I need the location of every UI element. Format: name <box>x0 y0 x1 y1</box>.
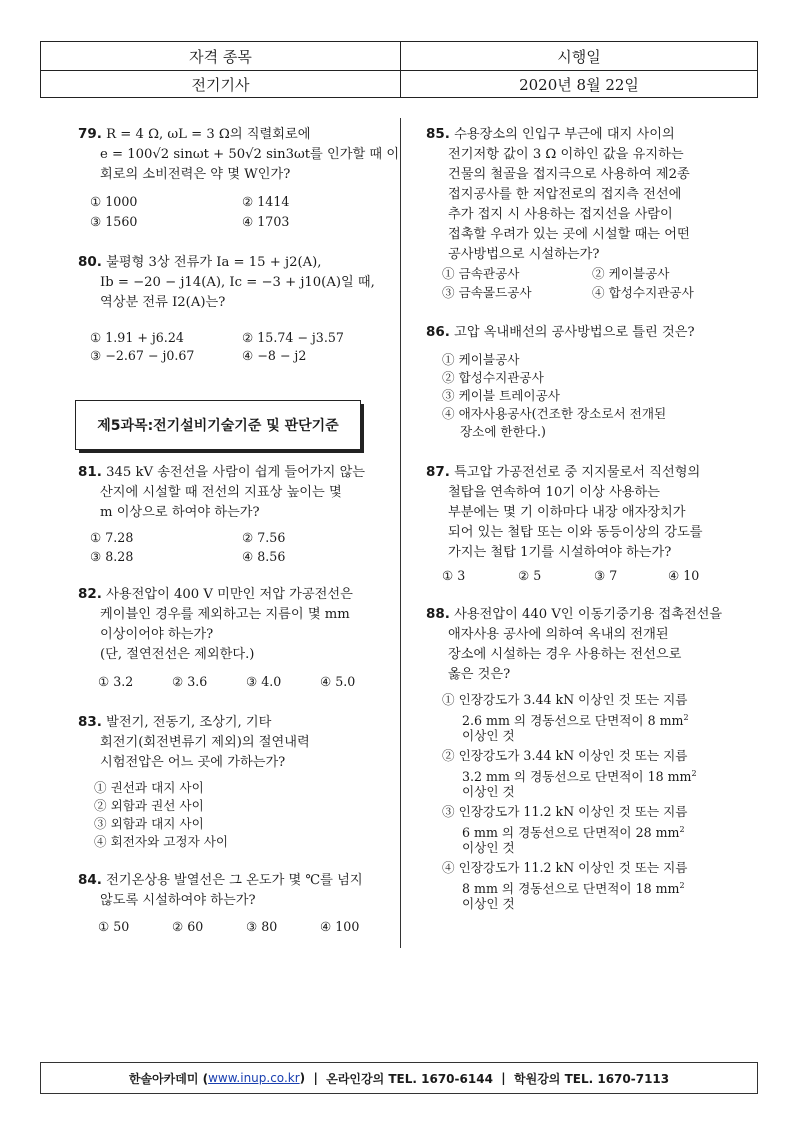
option[interactable]: ① 3 <box>442 568 466 583</box>
question-text: 공사방법으로 시설하는가? <box>448 247 600 262</box>
option[interactable]: ④ −8 − j2 <box>242 348 307 363</box>
option[interactable]: ② 7.56 <box>242 530 286 545</box>
option[interactable]: ④ 100 <box>320 919 360 934</box>
option[interactable]: ② 5 <box>518 568 542 583</box>
question-84 <box>78 870 363 911</box>
option[interactable]: ② 15.74 − j3.57 <box>242 330 344 345</box>
footer-academy: 한솔아카데미 ( <box>128 1071 209 1086</box>
question-text: 건물의 철골을 접지극으로 사용하여 제2종 <box>448 167 690 182</box>
question-81 <box>78 462 365 523</box>
option[interactable]: ③ 케이블 트레이공사 <box>442 388 560 403</box>
option[interactable]: ④ 10 <box>668 568 700 583</box>
question-number: 79. <box>78 126 102 142</box>
option[interactable]: ④ 합성수지관공사 <box>592 285 694 300</box>
option[interactable]: ① 1000 <box>90 194 138 209</box>
option[interactable]: ① 케이블공사 <box>442 352 520 367</box>
option-continuation: 8 mm 의 경동선으로 단면적이 18 $mm^2$ <box>462 881 685 897</box>
option-continuation: 이상인 것 <box>462 784 515 799</box>
question-text: 345 kV 송전선을 사람이 쉽게 들어가지 않는 <box>106 465 366 480</box>
question-number: 84. <box>78 872 102 888</box>
question-text: 불평형 3상 전류가 Ia = 15 + j2(A), <box>106 255 322 270</box>
option[interactable]: ③ 80 <box>246 919 278 934</box>
option[interactable]: ① 권선과 대지 사이 <box>94 780 204 795</box>
question-text: 고압 옥내배선의 공사방법으로 틀린 것은? <box>454 325 695 340</box>
footer-online-tel: 온라인강의 TEL. 1670-6144 <box>326 1071 493 1086</box>
footer-paren: ) <box>299 1071 306 1085</box>
question-text: 이상이어야 하는가? <box>100 627 214 642</box>
option-continuation: 2.6 mm 의 경동선으로 단면적이 8 $mm^2$ <box>462 713 689 729</box>
option[interactable]: ② 합성수지관공사 <box>442 370 544 385</box>
question-text: 발전기, 전동기, 조상기, 기타 <box>106 715 272 730</box>
question-text: 전기저항 값이 3 Ω 이하인 값을 유지하는 <box>448 147 684 162</box>
option[interactable]: ④ 8.56 <box>242 549 286 564</box>
option-continuation: 3.2 mm 의 경동선으로 단면적이 18 $mm^2$ <box>462 769 697 785</box>
header-subject-value: 전기기사 <box>41 70 401 98</box>
question-number: 81. <box>78 464 102 480</box>
question-text: 장소에 시설하는 경우 사용하는 전선으로 <box>448 647 682 662</box>
option-continuation: 이상인 것 <box>462 840 515 855</box>
exam-header-table <box>40 41 758 98</box>
question-text: Ib = −20 − j14(A), Ic = −3 + j10(A)일 때, <box>100 275 375 290</box>
option[interactable]: ③ 7 <box>594 568 618 583</box>
option[interactable]: ① 7.28 <box>90 530 134 545</box>
superscript: 2 <box>683 713 689 722</box>
option[interactable]: ③ 외함과 대지 사이 <box>94 816 204 831</box>
question-number: 85. <box>426 126 450 142</box>
question-text: 수용장소의 인입구 부근에 대지 사이의 <box>454 127 675 142</box>
column-divider <box>400 118 401 948</box>
question-text: 가지는 철탑 1기를 시설하여야 하는가? <box>448 545 672 560</box>
option-continuation: 장소에 한한다.) <box>460 424 546 439</box>
question-text: 접지공사를 한 저압전로의 접지측 전선에 <box>448 187 682 202</box>
question-number: 82. <box>78 586 102 602</box>
question-text: 회로의 소비전력은 약 몇 W인가? <box>100 167 291 182</box>
question-text: 부분에는 몇 기 이하마다 내장 애자장치가 <box>448 505 686 520</box>
header-date-label: 시행일 <box>557 47 601 66</box>
option[interactable]: ① 1.91 + j6.24 <box>90 330 184 345</box>
question-text: 접촉할 우려가 있는 곳에 시설할 때는 어떤 <box>448 227 690 242</box>
question-number: 87. <box>426 464 450 480</box>
option[interactable]: ① 인장강도가 3.44 kN 이상인 것 또는 지름 <box>442 692 688 707</box>
question-text: 특고압 가공전선로 중 지지물로서 직선형의 <box>454 465 701 480</box>
footer-separator: | <box>501 1071 506 1085</box>
question-number: 80. <box>78 254 102 270</box>
question-text: 철탑을 연속하여 10기 이상 사용하는 <box>448 485 660 500</box>
option[interactable]: ② 케이블공사 <box>592 266 670 281</box>
option[interactable]: ③ 금속몰드공사 <box>442 285 532 300</box>
option[interactable]: ③ 4.0 <box>246 674 282 689</box>
option[interactable]: ④ 인장강도가 11.2 kN 이상인 것 또는 지름 <box>442 860 688 875</box>
option[interactable]: ④ 5.0 <box>320 674 356 689</box>
option[interactable]: ① 금속관공사 <box>442 266 520 281</box>
option[interactable]: ① 50 <box>98 919 130 934</box>
question-text: 되어 있는 철탑 또는 이와 동등이상의 강도를 <box>448 525 703 540</box>
option[interactable]: ③ 8.28 <box>90 549 134 564</box>
option[interactable]: ④ 회전자와 고정자 사이 <box>94 834 229 849</box>
question-88 <box>426 604 722 685</box>
option[interactable]: ③ 인장강도가 11.2 kN 이상인 것 또는 지름 <box>442 804 688 819</box>
question-text: 시험전압은 어느 곳에 가하는가? <box>100 755 286 770</box>
question-text: 추가 접지 시 사용하는 접지선을 사람이 <box>448 207 673 222</box>
question-number: 88. <box>426 606 450 622</box>
question-82 <box>78 584 353 665</box>
question-number: 86. <box>426 324 450 340</box>
page-footer <box>40 1062 758 1094</box>
question-number: 83. <box>78 714 102 730</box>
question-86 <box>426 322 695 343</box>
superscript: 2 <box>691 769 697 778</box>
question-text: 전기온상용 발열선은 그 온도가 몇 ℃를 넘지 <box>106 873 363 888</box>
question-text: 케이블인 경우를 제외하고는 지름이 몇 mm <box>100 607 350 622</box>
option[interactable]: ② 60 <box>172 919 204 934</box>
header-date-value: 2020년 8월 22일 <box>519 75 639 94</box>
question-80 <box>78 252 375 313</box>
question-text: 애자사용 공사에 의하여 옥내의 전개된 <box>448 627 669 642</box>
question-text: m 이상으로 하여야 하는가? <box>100 505 260 520</box>
header-subject-label: 자격 종목 <box>41 42 401 70</box>
question-83 <box>78 712 310 773</box>
question-text: 역상분 전류 I2(A)는? <box>100 295 226 310</box>
option[interactable]: ② 인장강도가 3.44 kN 이상인 것 또는 지름 <box>442 748 688 763</box>
question-text: 산지에 시설할 때 전선의 지표상 높이는 몇 <box>100 485 342 500</box>
superscript: 2 <box>679 881 685 890</box>
superscript: 2 <box>679 825 685 834</box>
option[interactable]: ④ 1703 <box>242 214 290 229</box>
option[interactable]: ③ −2.67 − j0.67 <box>90 348 195 363</box>
question-text: 옳은 것은? <box>448 667 511 682</box>
option[interactable]: ② 외함과 권선 사이 <box>94 798 204 813</box>
option[interactable]: ① 3.2 <box>98 674 134 689</box>
option-continuation: 6 mm 의 경동선으로 단면적이 28 $mm^2$ <box>462 825 685 841</box>
question-text: (단, 절연전선은 제외한다.) <box>100 647 255 662</box>
option[interactable]: ③ 1560 <box>90 214 138 229</box>
question-text: 회전기(회전변류기 제외)의 절연내력 <box>100 735 310 750</box>
question-79 <box>78 124 399 185</box>
footer-separator: | <box>313 1071 318 1085</box>
question-text: 않도록 시설하여야 하는가? <box>100 893 256 908</box>
subject-title-box: 제5과목:전기설비기술기준 및 판단기준 <box>75 400 361 450</box>
question-85 <box>426 124 690 265</box>
option[interactable]: ② 3.6 <box>172 674 208 689</box>
question-text: R = 4 Ω, ωL = 3 Ω의 직렬회로에 <box>106 127 311 142</box>
option[interactable]: ② 1414 <box>242 194 290 209</box>
footer-url-link[interactable]: www.inup.co.kr <box>208 1071 300 1085</box>
option-continuation: 이상인 것 <box>462 896 515 911</box>
question-87 <box>426 462 702 563</box>
question-text: 사용전압이 400 V 미만인 저압 가공전선은 <box>106 587 353 602</box>
question-text: 사용전압이 440 V인 이동기중기용 접촉전선을 <box>454 607 723 622</box>
question-text: e = 100√2 sinωt + 50√2 sin3ωt를 인가할 때 이 <box>100 147 400 162</box>
option[interactable]: ④ 애자사용공사(건조한 장소로서 전개된 <box>442 406 667 421</box>
footer-offline-tel: 학원강의 TEL. 1670-7113 <box>514 1071 670 1086</box>
option-continuation: 이상인 것 <box>462 728 515 743</box>
